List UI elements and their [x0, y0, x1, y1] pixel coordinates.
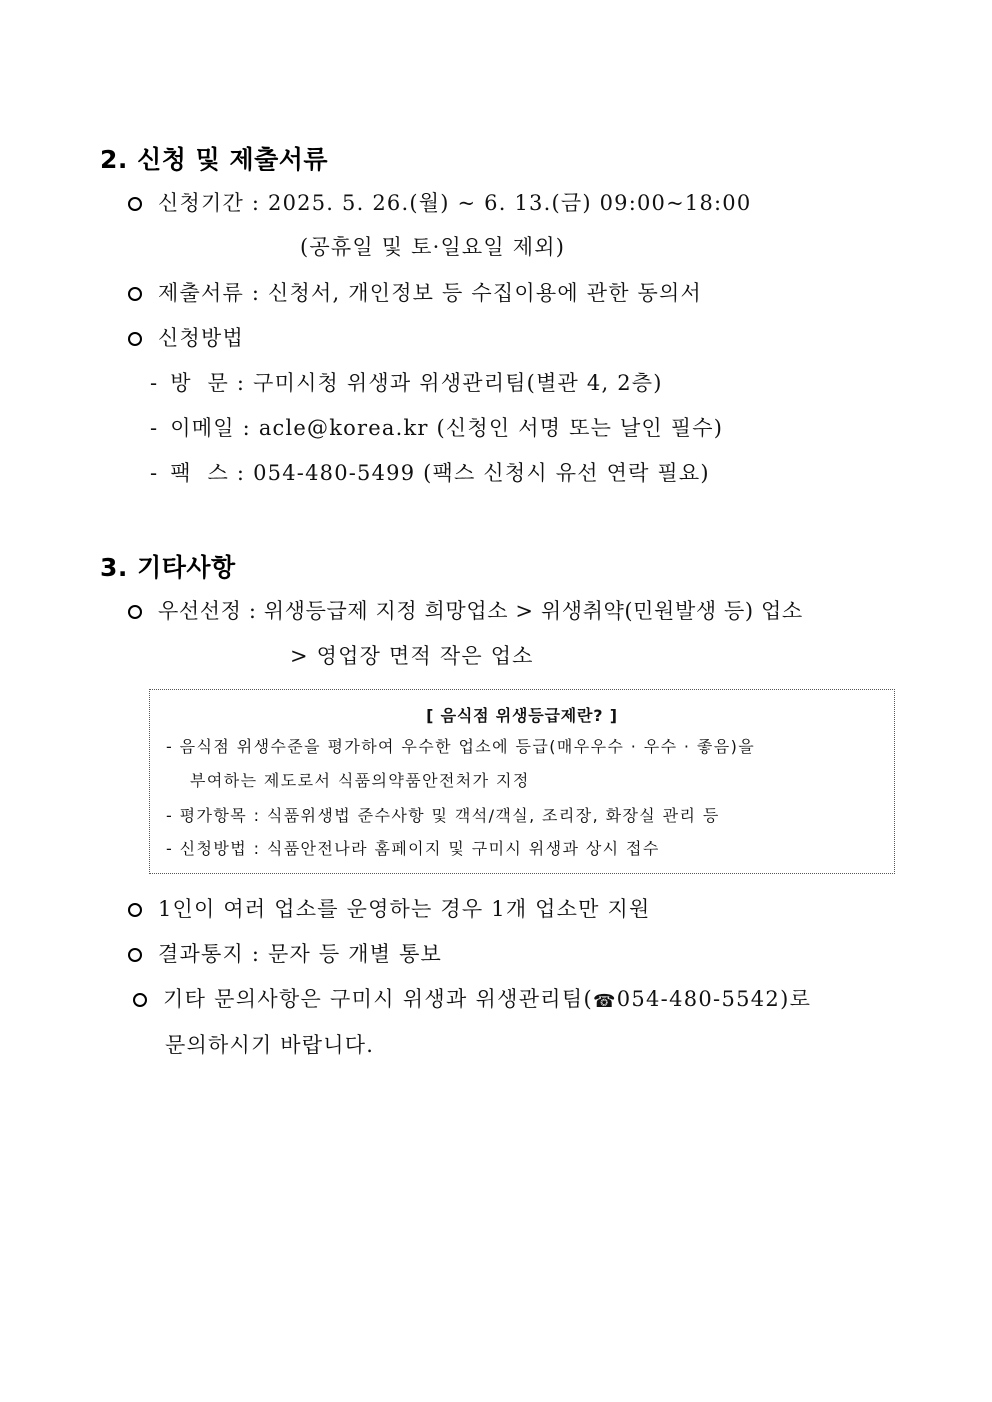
documents-label: 제출서류	[158, 281, 244, 305]
section-2-heading: 2. 신청 및 제출서류	[100, 145, 329, 174]
visit-label: 방 문	[170, 371, 230, 395]
result-notice: 결과통지 : 문자 등 개별 통보	[128, 939, 442, 969]
priority-label: 우선선정	[158, 599, 242, 623]
circle-bullet-icon	[128, 605, 142, 619]
email-value: acle@korea.kr (신청인 서명 또는 날인 필수)	[258, 416, 724, 440]
circle-bullet-icon	[128, 197, 142, 211]
application-period: 신청기간 : 2025. 5. 26.(월) ~ 6. 13.(금) 09:00~18:00	[128, 188, 751, 218]
visit-value: 구미시청 위생과 위생관리팀(별관 4, 2층)	[253, 371, 663, 395]
phone-icon: ☎	[592, 991, 617, 1012]
period-label: 신청기간	[158, 191, 244, 215]
section-3-heading: 3. 기타사항	[100, 553, 236, 582]
result-value: 문자 등 개별 통보	[268, 942, 443, 966]
method-email: - 이메일 : acle@korea.kr (신청인 서명 또는 날인 필수)	[150, 416, 724, 440]
application-method	[128, 323, 244, 353]
one-person-rule	[128, 894, 650, 924]
method-label: 신청방법	[158, 326, 244, 350]
contact-phone: 054-480-5542	[616, 987, 781, 1011]
info-box-line-1: - 음식점 위생수준을 평가하여 우수한 업소에 등급(매우우수 · 우수 · 좋음)을	[166, 737, 756, 756]
contact-line2: 문의하시기 바랍니다.	[165, 1033, 375, 1057]
submission-documents: 제출서류 : 신청서, 개인정보 등 수집이용에 관한 동의서	[128, 278, 702, 308]
email-label: 이메일	[170, 416, 235, 440]
documents-value: 신청서, 개인정보 등 수집이용에 관한 동의서	[268, 281, 703, 305]
contact-prefix: 기타 문의사항은 구미시 위생과 위생관리팀(	[163, 987, 593, 1011]
info-box-line-2: 부여하는 제도로서 식품의약품안전처가 지정	[190, 771, 530, 790]
priority-line1: 위생등급제 지정 희망업소 > 위생취약(민원발생 등) 업소	[263, 599, 803, 623]
priority-line2: > 영업장 면적 작은 업소	[290, 644, 534, 668]
info-box-line-3: - 평가항목 : 식품위생법 준수사항 및 객석/객실, 조리장, 화장실 관리 등	[166, 806, 720, 825]
priority-selection: 우선선정 : 위생등급제 지정 희망업소 > 위생취약(민원발생 등) 업소	[128, 596, 803, 626]
info-box-title: [ 음식점 위생등급제란? ]	[426, 706, 618, 725]
method-fax: - 팩 스 : 054-480-5499 (팩스 신청시 유선 연락 필요)	[150, 461, 710, 485]
period-note: (공휴일 및 토·일요일 제외)	[300, 235, 566, 259]
method-visit: - 방 문 : 구미시청 위생과 위생관리팀(별관 4, 2층)	[150, 371, 663, 395]
info-box-line-4: - 신청방법 : 식품안전나라 홈페이지 및 구미시 위생과 상시 접수	[166, 839, 660, 858]
contact-inquiry: 기타 문의사항은 구미시 위생과 위생관리팀(☎054-480-5542)로	[133, 984, 811, 1017]
circle-bullet-icon	[128, 287, 142, 301]
hygiene-grade-info-box	[149, 689, 895, 874]
circle-bullet-icon	[128, 948, 142, 962]
fax-value: 054-480-5499 (팩스 신청시 유선 연락 필요)	[253, 461, 710, 485]
circle-bullet-icon	[128, 332, 142, 346]
period-value: 2025. 5. 26.(월) ~ 6. 13.(금) 09:00~18:00	[268, 191, 752, 215]
circle-bullet-icon	[128, 903, 142, 917]
result-label: 결과통지	[158, 942, 244, 966]
fax-label: 팩 스	[170, 461, 230, 485]
circle-bullet-icon	[133, 993, 147, 1007]
one-person-text: 1인이 여러 업소를 운영하는 경우 1개 업소만 지원	[158, 897, 651, 921]
